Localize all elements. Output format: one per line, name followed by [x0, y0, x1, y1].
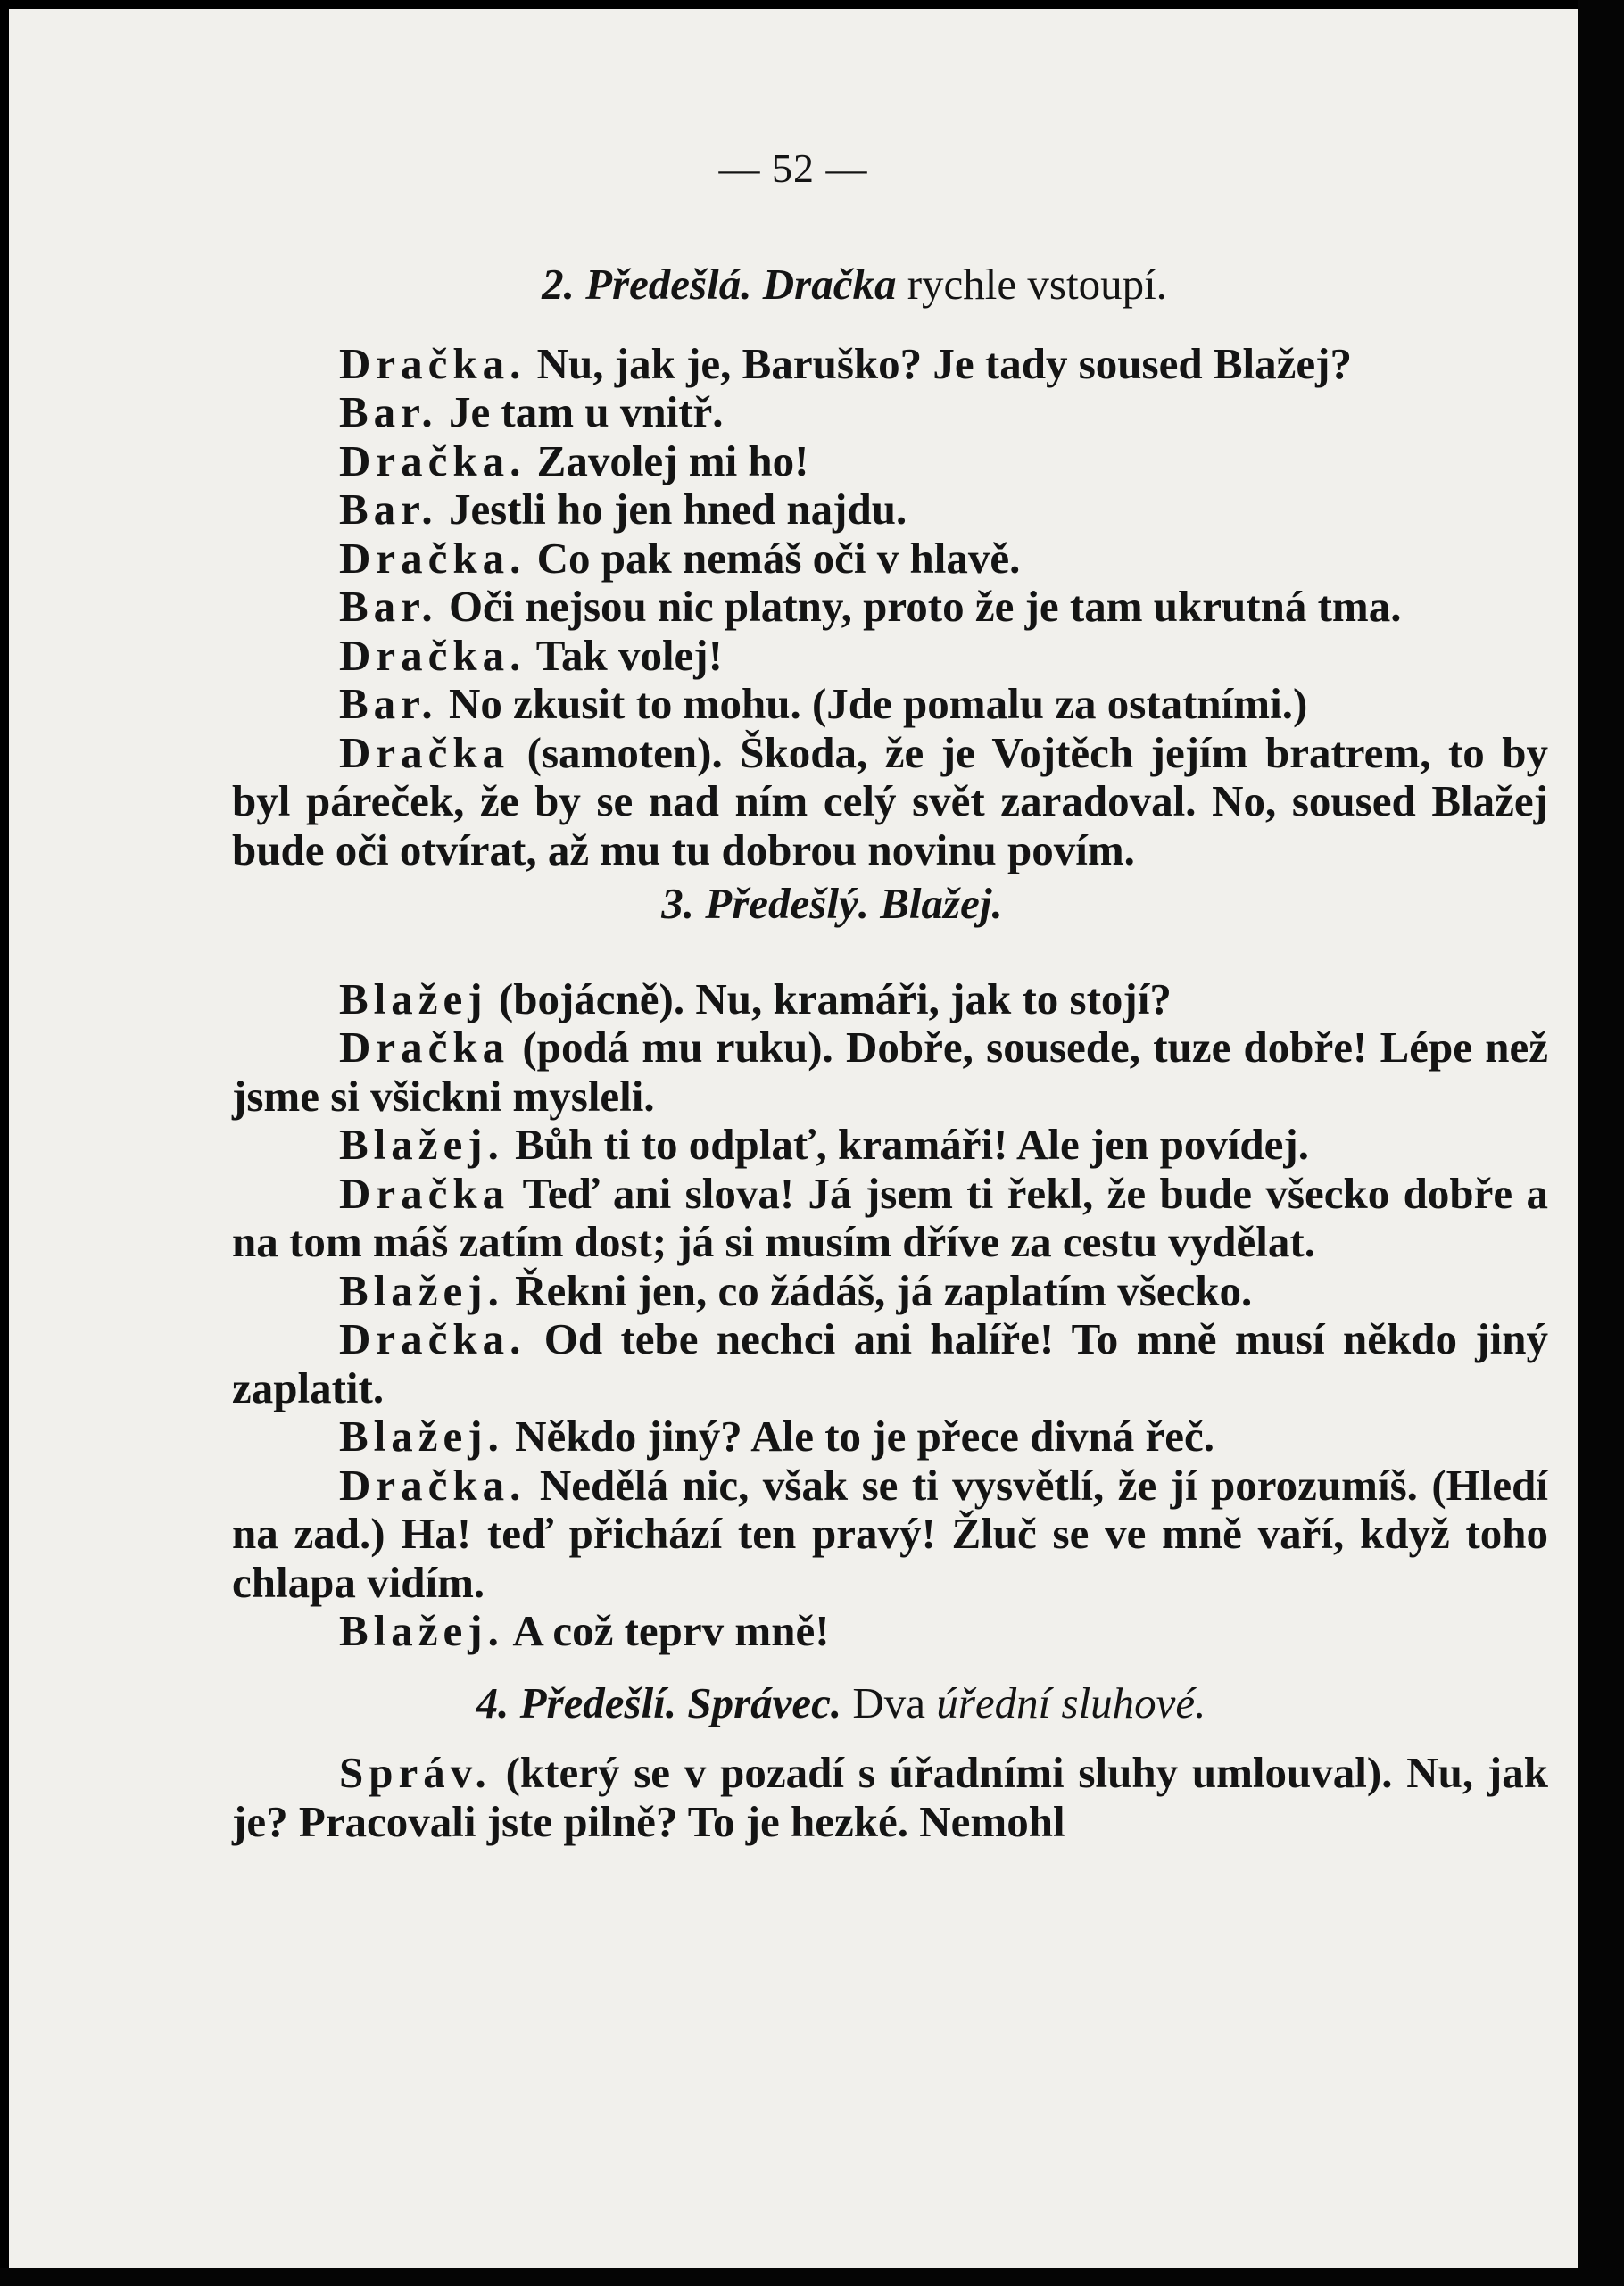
- scan-border-bottom: [0, 2268, 1624, 2286]
- page-number: — 52 —: [718, 145, 868, 191]
- speaker-name: Dračka.: [339, 435, 526, 485]
- scene-action: rychle vstoupí.: [907, 260, 1167, 309]
- scene-heading-3: [232, 880, 1548, 929]
- scene-persons: Předešlí. Správec.: [519, 1677, 842, 1727]
- dialogue-line: [232, 1170, 1548, 1267]
- line-text: Tak volej!: [526, 630, 723, 680]
- speaker-name: Bar.: [339, 387, 438, 436]
- dialogue-line: [232, 1462, 1548, 1608]
- line-text: Je tam u vnitř.: [437, 387, 724, 436]
- line-text: Co pak nemáš oči v hlavě.: [526, 533, 1021, 583]
- dialogue-line: [232, 632, 1548, 681]
- line-text: (podá mu ruku). Dobře, sousede, tuze dobře! Lépe než jsme si všickni mysleli.: [232, 1023, 1548, 1121]
- line-text: Nu, jak je, Baruško? Je tady soused Blažej?: [526, 338, 1352, 388]
- line-text: (bojácně). Nu, kramáři, jak to stojí?: [487, 973, 1172, 1023]
- speaker-name: Dračka: [339, 1023, 510, 1072]
- speaker-name: Bar.: [339, 485, 438, 534]
- scene-number: 4.: [476, 1677, 510, 1727]
- dialogue-line: [232, 729, 1548, 875]
- speaker-name: Dračka: [339, 1168, 510, 1218]
- speaker-name: Blažej.: [339, 1265, 504, 1315]
- speaker-name: Dračka: [339, 727, 510, 777]
- line-text: Oči nejsou nic platny, proto že je tam ukrutná tma.: [437, 582, 1402, 631]
- line-text: Teď ani slova! Já jsem ti řekl, že bude všecko dobře a na tom máš zatím dost; já si musím dříve za cestu vydělat.: [232, 1168, 1548, 1266]
- line-text: Od tebe nechci ani halíře! To mně musí někdo jiný zaplatit.: [232, 1314, 1548, 1412]
- dialogue-line: [232, 388, 1548, 437]
- speaker-name: Bar.: [339, 582, 438, 631]
- speaker-name: Dračka.: [339, 338, 526, 388]
- page-text: [232, 261, 1548, 1846]
- speaker-name: Blažej: [339, 973, 488, 1023]
- line-text: Někdo jiný? Ale to je přece divná řeč.: [503, 1412, 1214, 1461]
- scene-rest-italic: úřední sluhové.: [936, 1677, 1206, 1727]
- line-text: (samoten). Škoda, že je Vojtěch jejím bratrem, to by byl páreček, že by se nad ním celý svět zaradoval. No, soused Blažej bude oči otvírat, až mu tu dobrou novinu povím.: [232, 727, 1548, 874]
- dialogue-line: [232, 975, 1548, 1024]
- speaker-name: Dračka.: [339, 1314, 526, 1363]
- dialogue-line: [232, 340, 1548, 389]
- speaker-name: Blažej.: [339, 1412, 504, 1461]
- dialogue-line: [232, 1412, 1548, 1462]
- scene-persons: Předešlá. Dračka: [585, 260, 897, 309]
- scene-heading-4: [232, 1679, 1548, 1728]
- speaker-name: Blažej.: [339, 1606, 504, 1655]
- speaker-name: Dračka.: [339, 630, 526, 680]
- line-text: (který se v pozadí s úřadními sluhy umlouval). Nu, jak je? Pracovali jste pilně? To je hezké. Nemohl: [232, 1748, 1548, 1846]
- dialogue-line: [232, 1607, 1548, 1656]
- book-page: [9, 9, 1578, 2268]
- dialogue-line: [232, 583, 1548, 632]
- scene-heading-2: [232, 261, 1548, 310]
- dialogue-line: [232, 1749, 1548, 1846]
- line-text: A což teprv mně!: [503, 1606, 830, 1655]
- dialogue-line: [232, 485, 1548, 534]
- speaker-name: Správ.: [339, 1748, 492, 1797]
- line-text: Zavolej mi ho!: [526, 435, 809, 485]
- dialogue-line: [232, 1023, 1548, 1121]
- speaker-name: Dračka.: [339, 1460, 526, 1510]
- dialogue-line: [232, 680, 1548, 729]
- line-text: Nedělá nic, však se ti vysvětlí, že jí porozumíš. (Hledí na zad.) Ha! teď přichází ten pravý! Žluč se ve mně vaří, když toho chlapa vidím.: [232, 1460, 1548, 1607]
- speaker-name: Blažej.: [339, 1120, 504, 1169]
- line-text: No zkusit to mohu. (Jde pomalu za ostatními.): [437, 679, 1308, 728]
- dialogue-line: [232, 534, 1548, 584]
- dialogue-line: [232, 1121, 1548, 1170]
- scene-number: 2.: [542, 260, 575, 309]
- dialogue-line: [232, 437, 1548, 486]
- dialogue-line: [232, 1315, 1548, 1412]
- line-text: Řekni jen, co žádáš, já zaplatím všecko.: [503, 1265, 1253, 1315]
- dialogue-line: [232, 1267, 1548, 1316]
- speaker-name: Bar.: [339, 679, 438, 728]
- line-text: Bůh ti to odplať, kramáři! Ale jen povídej.: [503, 1120, 1309, 1169]
- scene-title: 3. Předešlý. Blažej.: [661, 879, 1003, 928]
- line-text: Jestli ho jen hned najdu.: [437, 485, 907, 534]
- speaker-name: Dračka.: [339, 533, 526, 583]
- scene-rest: Dva: [852, 1677, 926, 1727]
- scan-border-right: [1578, 0, 1624, 2286]
